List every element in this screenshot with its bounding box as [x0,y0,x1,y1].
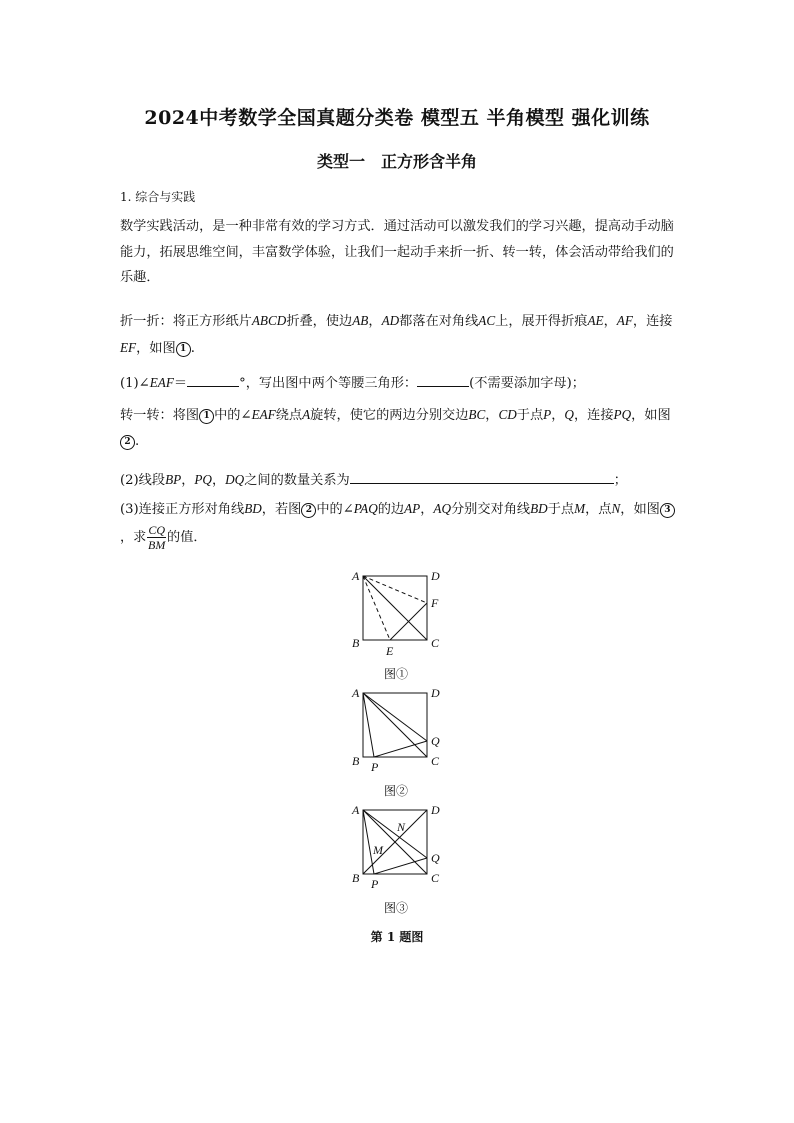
figure-ref-1-icon: 1 [176,342,191,357]
figure-3-caption: 图③ [384,901,409,915]
figure-2-caption: 图② [384,784,409,798]
figure-1 [345,566,450,661]
label-p: P [371,877,379,891]
label-q: Q [431,851,440,865]
figure-ref-2-icon: 2 [120,435,135,450]
label-e: E [386,644,394,658]
label-q: Q [431,734,440,748]
label-c: C [431,636,440,650]
figure-1-caption: 图① [384,667,409,681]
label-c: C [431,754,440,768]
label-m: M [373,843,383,857]
figure-2 [345,683,450,778]
label-c: C [431,871,440,885]
answer-blank-relation[interactable] [350,471,614,484]
answer-blank-angle[interactable] [187,374,239,387]
label-b: B [352,636,360,650]
segment-aq [363,693,427,741]
fold-instruction: 折一折：将正方形纸片ABCD折叠，使边AB，AD都落在对角线AC上，展开得折痕AE，AF，连接EF，如图 1 . [120,313,673,356]
question-number: 1. 综合与实践 [120,190,196,204]
label-f: F [431,596,439,610]
part-3: (3)连接正方形对角线BD，若图 2 中的∠PAQ的边AP，AQ分别交对角线BD于点M，点N，如图 3，求 $\frac{CQ}{BM}$ 的值． [120,496,680,552]
section-subtitle: 类型一 正方形含半角 [316,152,477,171]
label-a: A [352,686,360,700]
figure-ref-1-icon: 1 [199,409,214,424]
label-b: B [352,871,360,885]
label-d: D [431,686,440,700]
figure-group-caption: 第 1 题图 [370,930,424,944]
rotate-instruction: 转一转：将图 1 中的∠EAF绕点A旋转，使它的两边分别交边BC，CD于点P，Q，连接PQ，如图2 . [120,407,671,449]
figure-ref-2-icon: 2 [301,503,316,518]
part-2: (2)线段BP，PQ，DQ之间的数量关系为 ； [120,472,627,488]
page-title: 2024中考数学全国真题分类卷 模型五 半角模型 强化训练 [144,107,650,129]
question-intro: 数学实践活动，是一种非常有效的学习方式．通过活动可以激发我们的学习兴趣，提高动手动脑能力，拓展思维空间，丰富数学体验，让我们一起动手来折一折、转一转，体会活动带给我们的乐趣． [120,219,674,285]
figure-3 [345,800,450,895]
answer-blank-triangles[interactable] [417,374,469,387]
label-n: N [397,820,406,834]
label-a: A [352,569,360,583]
part-1: (1)∠EAF＝ °，写出图中两个等腰三角形： (不需要添加字母)； [120,375,585,391]
label-b: B [352,754,360,768]
label-d: D [431,569,440,583]
fraction-cq-bm: $\frac{CQ}{BM}$ [148,522,166,552]
diagonal-ac [363,576,427,640]
label-p: P [371,760,379,774]
label-a: A [352,803,360,817]
figure-ref-3-icon: 3 [660,503,675,518]
label-d: D [431,803,440,817]
